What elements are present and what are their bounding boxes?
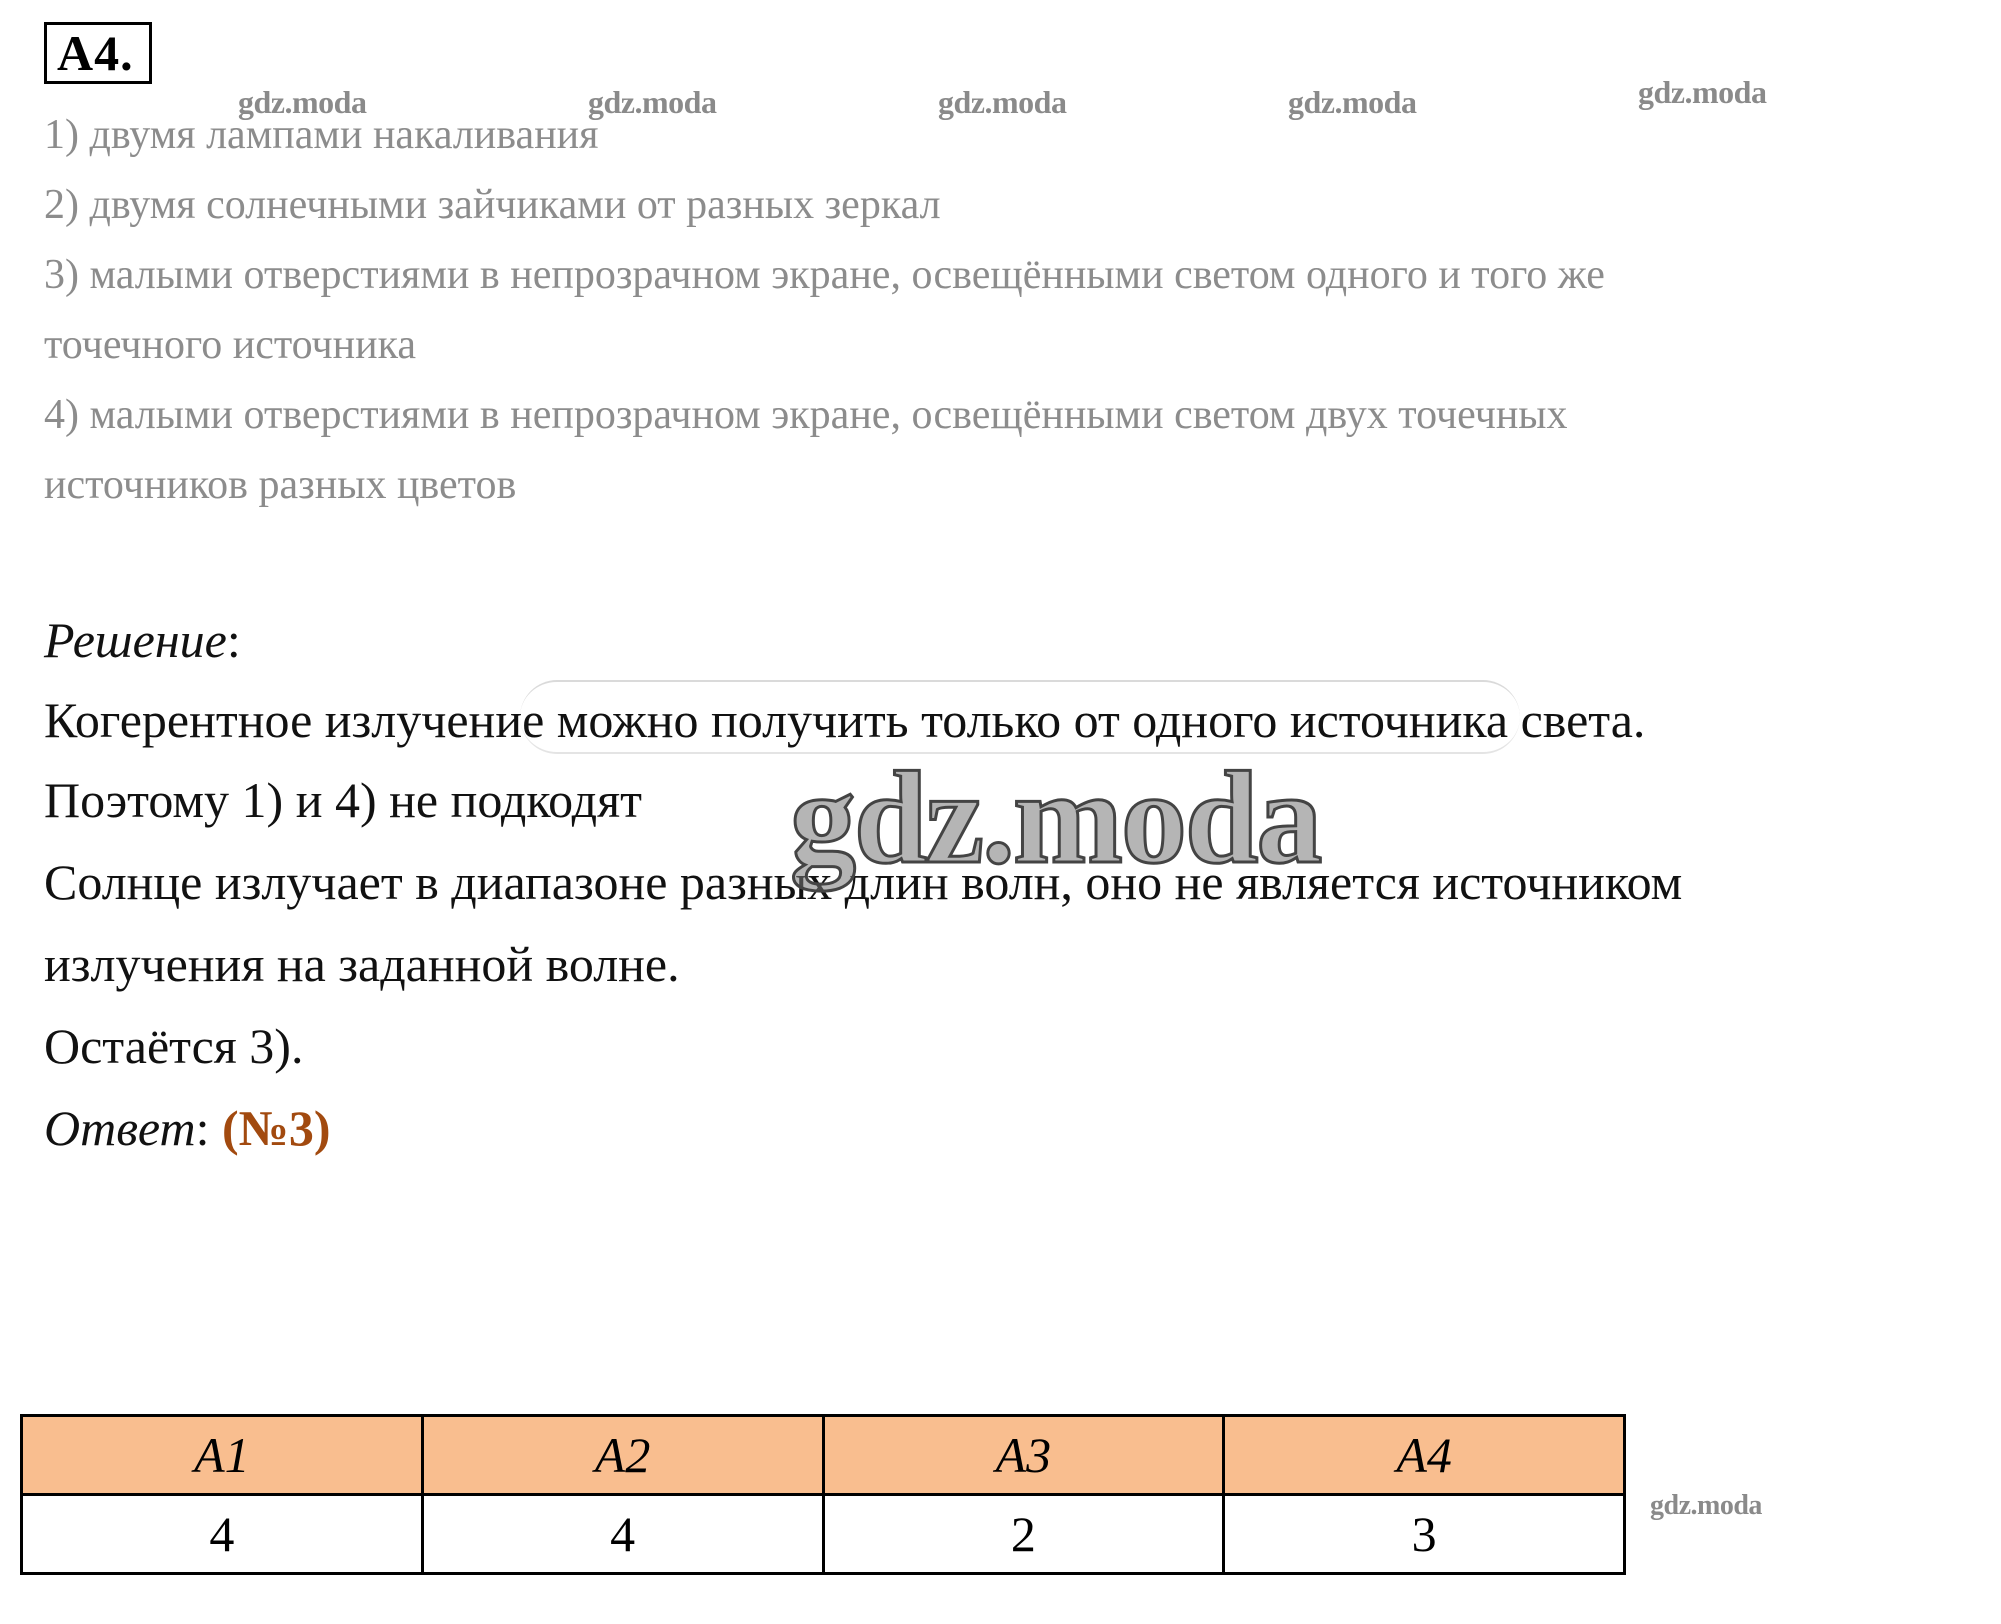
answers-value-a2: 4: [422, 1495, 823, 1574]
answer-line: Ответ: (№3): [44, 1100, 331, 1156]
solution-line-4: излучения на заданной волне.: [44, 936, 680, 992]
watermark-side: gdz.moda: [1650, 1490, 1762, 1521]
solution-line-3: Солнце излучает в диапазоне разных длин волн, оно не является источником: [44, 854, 1683, 910]
answers-table-value-row: [22, 1495, 1625, 1574]
solution-heading-text: Решение: [44, 612, 227, 668]
watermark-top-1: gdz.moda: [238, 84, 367, 120]
watermark-top-5: gdz.moda: [1638, 74, 1767, 110]
answer-label: Ответ: [44, 1100, 196, 1156]
task-number-label: A4.: [44, 22, 152, 84]
answers-value-a1: 4: [22, 1495, 423, 1574]
answers-value-a3: 2: [823, 1495, 1224, 1574]
solution-line-5: Остаётся 3).: [44, 1018, 304, 1074]
answers-table-header-row: [22, 1416, 1625, 1495]
option-1: 1) двумя лампами накаливания: [44, 112, 599, 158]
option-3: 3) малыми отверстиями в непрозрачном экране, освещёнными светом одного и того же: [44, 252, 1605, 298]
watermark-top-2: gdz.moda: [588, 84, 717, 120]
answers-value-a4: 3: [1224, 1495, 1625, 1574]
option-3-continuation: точечного источника: [44, 322, 417, 368]
option-4: 4) малыми отверстиями в непрозрачном экране, освещёнными светом двух точечных: [44, 392, 1568, 438]
solution-line-2: Поэтому 1) и 4) не подкодят: [44, 772, 642, 828]
watermark-top-4: gdz.moda: [1288, 84, 1417, 120]
answers-header-a3: A3: [823, 1416, 1224, 1495]
option-2: 2) двумя солнечными зайчиками от разных зеркал: [44, 182, 941, 228]
solution-line-1: Когерентное излучение можно получить только от одного источника света.: [44, 692, 1646, 748]
answers-table: [20, 1414, 1626, 1575]
option-4-continuation: источников разных цветов: [44, 462, 517, 508]
watermark-center: gdz.moda: [790, 744, 1321, 891]
answers-header-a2: A2: [422, 1416, 823, 1495]
answer-value: (№3): [221, 1100, 331, 1156]
solution-heading: Решение:: [44, 612, 241, 668]
watermark-top-3: gdz.moda: [938, 84, 1067, 120]
answers-header-a1: A1: [22, 1416, 423, 1495]
answers-header-a4: A4: [1224, 1416, 1625, 1495]
